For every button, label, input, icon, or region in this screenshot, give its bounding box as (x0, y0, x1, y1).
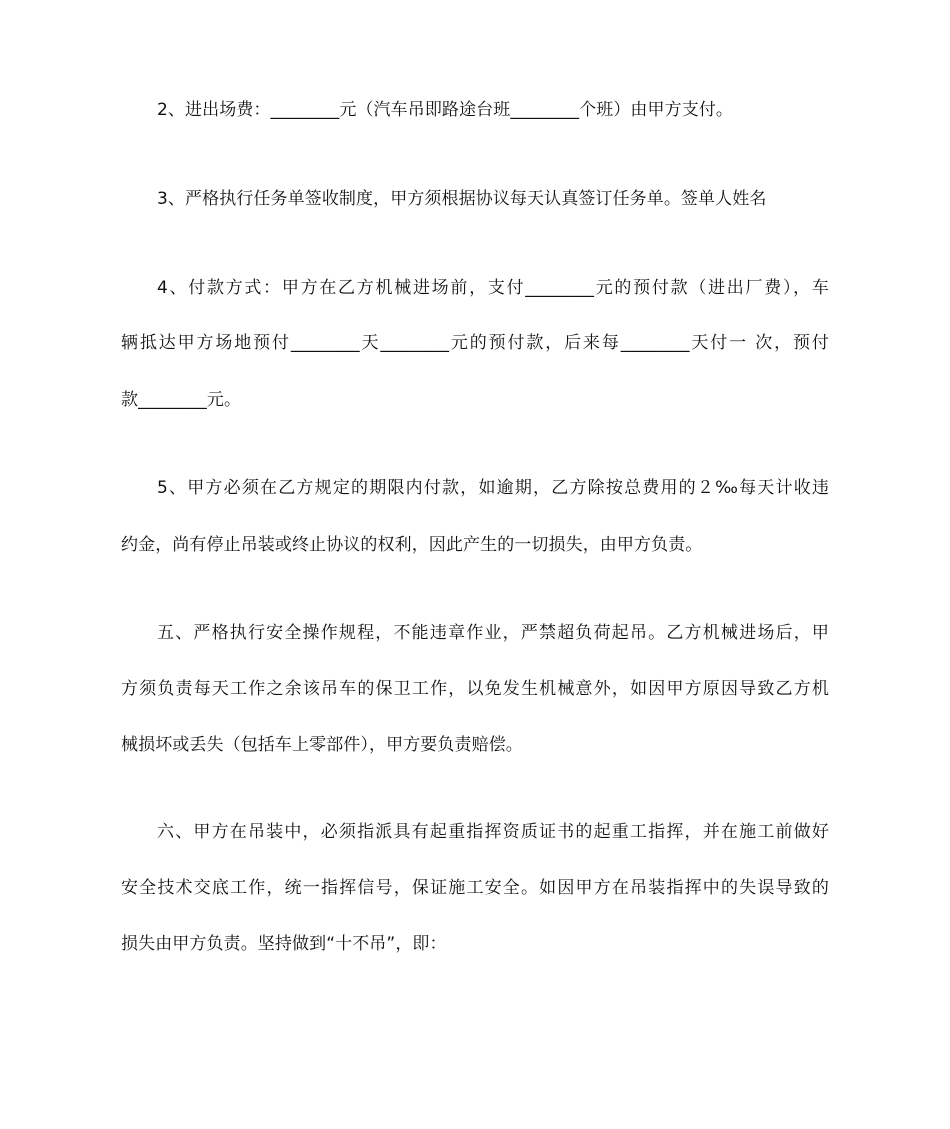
paragraph-five-line-2: 方须负责每天工作之余该吊车的保卫工作，以免发生机械意外，如因甲方原因导致乙方机 (121, 679, 829, 699)
paragraph-5-line-2: 约金，尚有停止吊装或终止协议的权利，因此产生的一切损失，由甲方负责。 (121, 535, 703, 555)
paragraph-five-line-1: 五、严格执行安全操作规程，不能违章作业，严禁超负荷起吊。乙方机械进场后，甲 (157, 623, 829, 643)
paragraph-4-line-2: 辆抵达甲方场地预付________天________元的预付款，后来每________天付一 次，预付 (121, 333, 829, 353)
paragraph-five-line-3: 械损坏或丢失（包括车上零部件），甲方要负责赔偿。 (121, 735, 523, 755)
paragraph-4-line-3: 款________元。 (121, 390, 242, 410)
paragraph-six-line-2: 安全技术交底工作，统一指挥信号，保证施工安全。如因甲方在吊装指挥中的失误导致的 (121, 878, 829, 898)
paragraph-5-line-1: 5、甲方必须在乙方规定的期限内付款，如逾期，乙方除按总费用的２‰每天计收违 (157, 478, 829, 498)
paragraph-4-line-1: 4、付款方式：甲方在乙方机械进场前，支付________元的预付款（进出厂费），车 (157, 278, 829, 298)
paragraph-3-line-1: 3、严格执行任务单签收制度，甲方须根据协议每天认真签订任务单。签单人姓名 (157, 189, 767, 209)
paragraph-2-line-1: 2、进出场费：________元（汽车吊即路途台班________个班）由甲方支付。 (157, 100, 734, 120)
paragraph-six-line-3: 损失由甲方负责。坚持做到“十不吊”，即： (121, 934, 447, 954)
paragraph-six-line-1: 六、甲方在吊装中，必须指派具有起重指挥资质证书的起重工指挥，并在施工前做好 (157, 822, 829, 842)
